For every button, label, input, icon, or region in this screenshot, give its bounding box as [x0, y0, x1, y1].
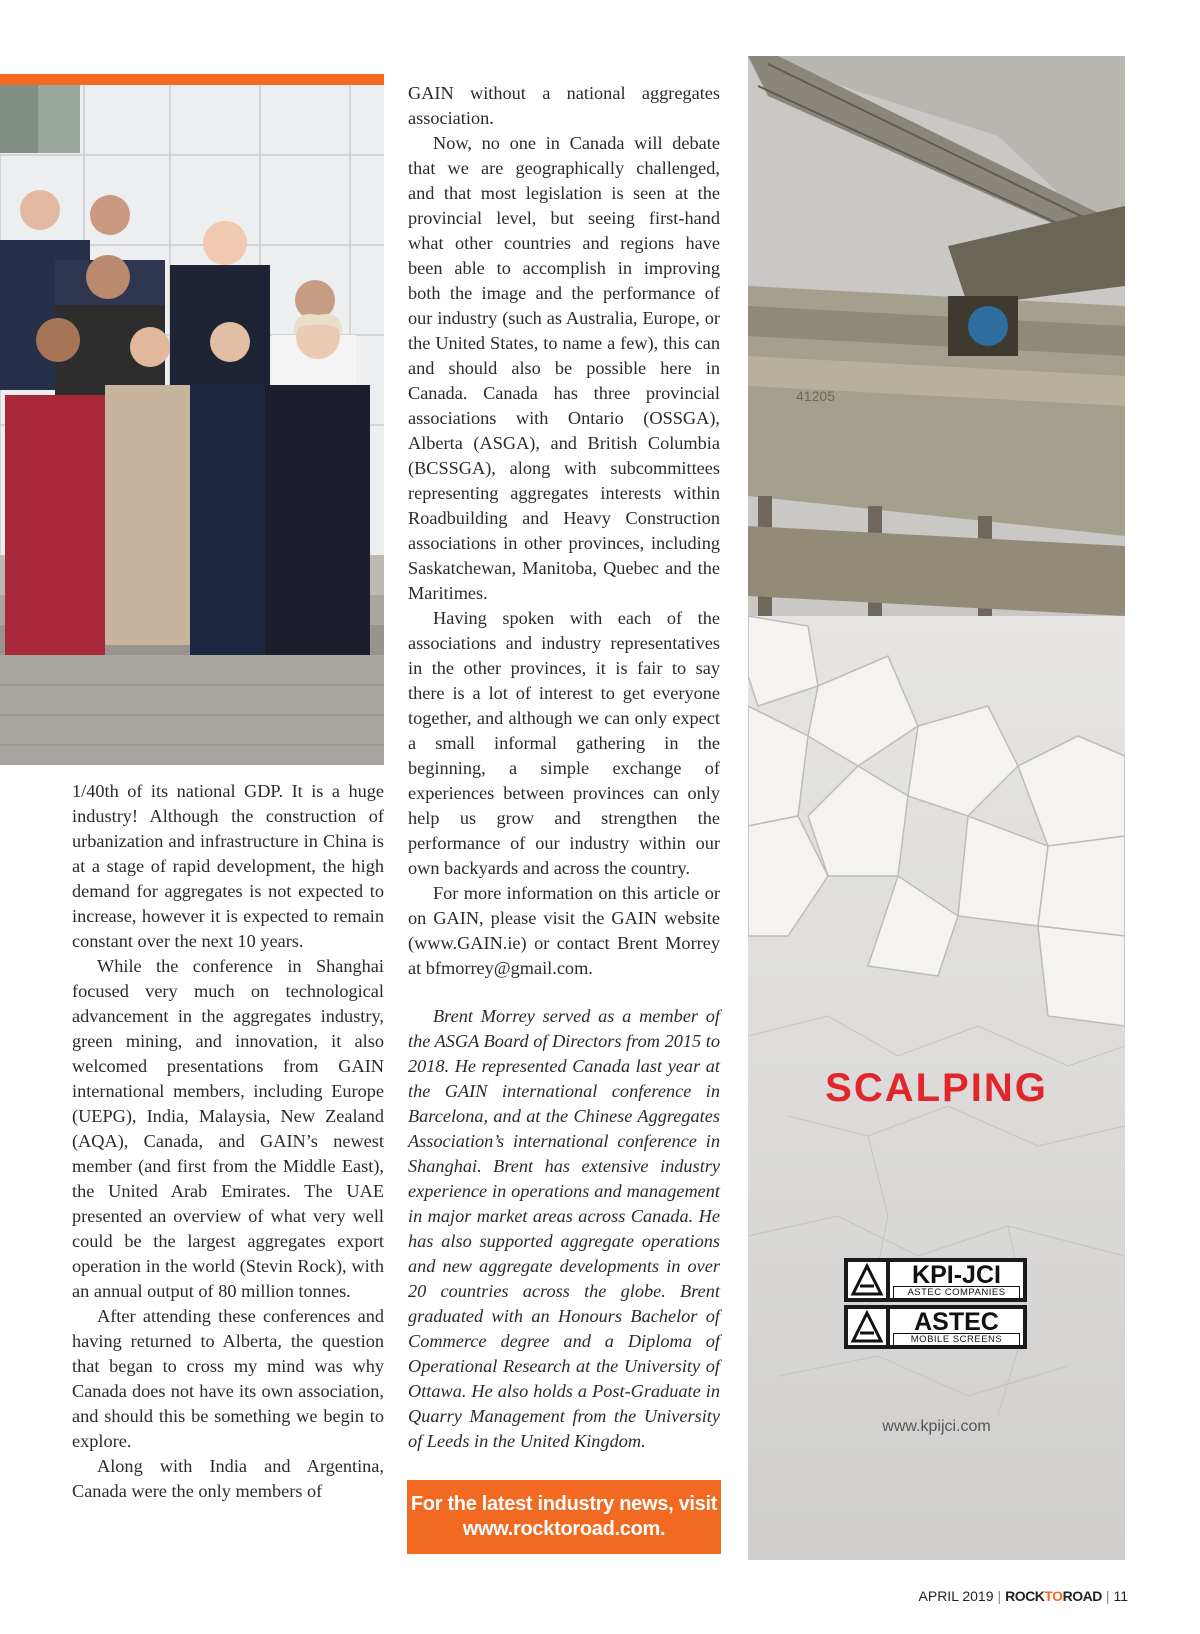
photo-accent-bar — [0, 74, 384, 85]
article-column-left — [72, 779, 384, 1504]
page-footer: APRIL 2019 | ROCKTOROAD | 11 — [918, 1588, 1128, 1604]
paragraph: GAIN without a national aggregates association. — [408, 83, 720, 128]
paragraph: 1/40th of its national GDP. It is a huge industry! Although the construction of urbanization and infrastructure in China is at a stage of rapid development, the high demand for aggregates is not expected to increase, however it is expected to remain constant over the next 10 years. — [72, 781, 384, 951]
kpi-jci-logo — [844, 1258, 1027, 1302]
paragraph: For more information on this article or on GAIN, please visit the GAIN website (www.GAIN.ie) or contact Brent Morrey at bfmorrey@gmail.com. — [408, 883, 720, 978]
logo-astec-companies-text: ASTEC COMPANIES — [893, 1286, 1020, 1299]
astec-a-icon — [848, 1262, 886, 1298]
machine-number: 41205 — [796, 388, 835, 404]
conference-group-photo — [0, 85, 384, 765]
kpi-jci-advertisement[interactable] — [748, 56, 1125, 1560]
paragraph: While the conference in Shanghai focused very much on technological advancement in the aggregates industry, green mining, and innovation, it also welcomed presentations from GAIN international members, including Europe (UEPG), India, Malaysia, New Zealand (AQA), Canada, and GAIN’s newest member (and first from the Middle East), the United Arab Emirates. The UAE presented an overview of what very well could be the largest aggregates export operation in the world (Stevin Rock), with an annual output of 80 million tonnes. — [72, 956, 384, 1301]
astec-logo — [844, 1305, 1027, 1349]
astec-a-icon — [848, 1309, 886, 1345]
magazine-brand: ROCKTOROAD — [1005, 1588, 1102, 1604]
article-column-middle — [408, 81, 720, 1454]
logo-astec-text: ASTEC — [914, 1308, 999, 1336]
paragraph: Having spoken with each of the associations and industry representatives in the other provinces, it is fair to say there is a lot of interest to get everyone together, and although we can only expect a small informal gathering in the beginning, a simple exchange of experiences between provinces can only help us grow and strengthen the performance of our industry within our own backyards and across the country. — [408, 608, 720, 878]
paragraph: After attending these conferences and having returned to Alberta, the question that began to cross my mind was why Canada does not have its own association, and should this be something we begin to explore. — [72, 1306, 384, 1451]
author-bio: Brent Morrey served as a member of the ASGA Board of Directors from 2015 to 2018. He represented Canada last year at the GAIN international conference in Barcelona, and at the Chinese Aggregates Association’s international conference in Shanghai. Brent has extensive industry experience in operations and management in major market areas across Canada. He has also supported aggregate operations and new aggregate developments in over 20 countries across the globe. Brent graduated with an Honours Bachelor of Commerce degree and a Diploma of Operational Research at the University of Ottawa. He also holds a Post-Graduate in Quarry Management from the University of Leeds in the United Kingdom. — [408, 1006, 720, 1451]
ad-headline: SCALPING — [825, 1066, 1048, 1110]
cta-line-1: For the latest industry news, visit — [410, 1493, 718, 1515]
paragraph: Along with India and Argentina, Canada were the only members of — [72, 1456, 384, 1501]
logo-mobile-screens-text: MOBILE SCREENS — [893, 1333, 1020, 1346]
paragraph: Now, no one in Canada will debate that we are geographically challenged, and that most legislation is seen at the provincial level, but seeing first-hand what other countries and regions have been able to accomplish in improving both the image and the performance of our industry (such as Australia, Europe, or the United States, to name a few), this can and should also be possible here in Canada. Canada has three provincial associations with Ontario (OSSGA), Alberta (ASGA), and British Columbia (BCSSGA), along with subcommittees representing aggregates interests within Roadbuilding and Heavy Construction associations in other provinces, including Saskatchewan, Manitoba, Quebec and the Maritimes. — [408, 133, 720, 603]
issue-date: APRIL 2019 — [918, 1588, 994, 1604]
logo-kpi-jci-text: KPI-JCI — [912, 1261, 1001, 1289]
cta-link[interactable]: www.rocktoroad.com. — [462, 1518, 666, 1540]
website-cta-box[interactable] — [407, 1480, 721, 1554]
page-number: 11 — [1113, 1588, 1128, 1604]
ad-url-link[interactable]: www.kpijci.com — [882, 1418, 991, 1435]
